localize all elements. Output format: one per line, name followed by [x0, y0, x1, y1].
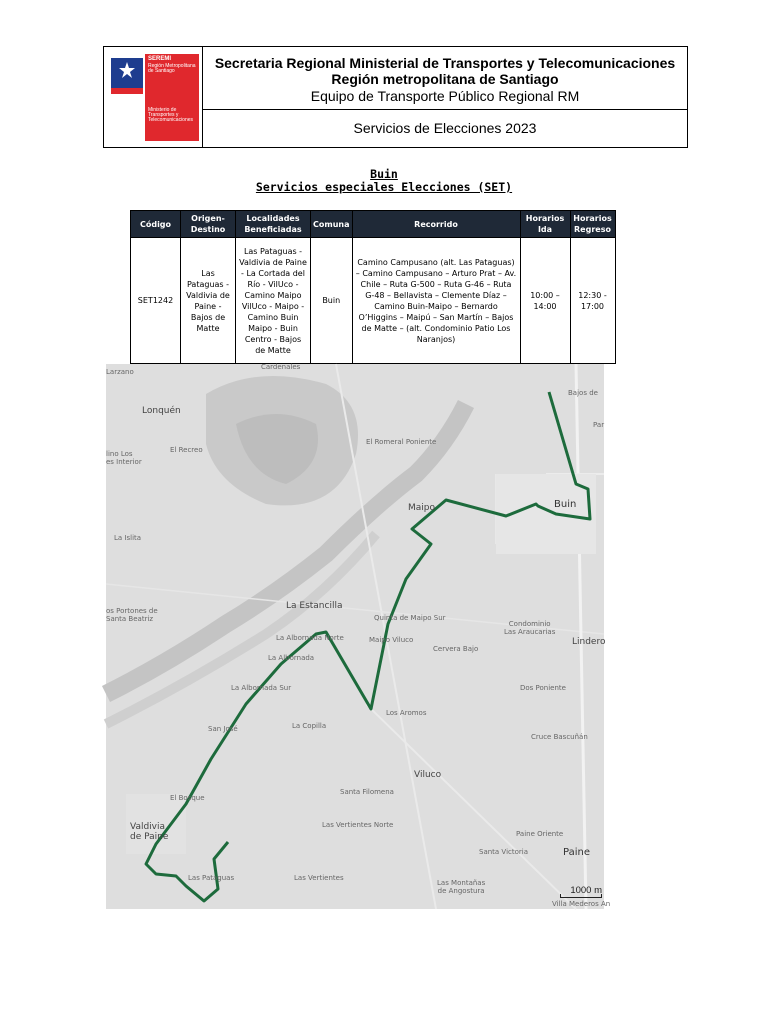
cell-codigo: SET1242	[131, 238, 181, 364]
logo-ministry: Ministerio de Transportes y Telecomunicaciones	[148, 107, 194, 123]
map-scale-bar	[560, 894, 602, 898]
cell-comuna: Buin	[311, 238, 353, 364]
col-recorrido: Recorrido	[352, 211, 520, 238]
map-label-la-islita: La Islita	[114, 534, 142, 542]
map-label-vertientes-norte: Las Vertientes Norte	[322, 821, 394, 829]
header-title-cell	[203, 47, 687, 110]
logo-subtitle: Región Metropolitana de Santiago	[148, 63, 196, 74]
map-label-viluco: Viluco	[414, 770, 442, 780]
col-codigo: Código	[131, 211, 181, 238]
document-subtitle: Servicios especiales Elecciones (SET)	[255, 180, 513, 194]
map-label-valdivia: Valdivia de Paine	[130, 822, 169, 842]
col-comuna: Comuna	[311, 211, 353, 238]
map-label-copilla: La Copilla	[292, 722, 327, 730]
map-label-paine: Paine	[563, 847, 590, 858]
map-label-maipo: Maipo	[408, 503, 435, 513]
header-line-3: Equipo de Transporte Público Regional RM	[310, 88, 580, 104]
cell-origen-destino: Las Pataguas - Valdivia de Paine - Bajos de Matte	[181, 238, 236, 364]
map-scale-label: 1000 m	[570, 885, 602, 896]
map-label-cervera: Cervera Bajo	[433, 645, 479, 653]
header-line-2: Región metropolitana de Santiago	[331, 71, 559, 87]
map-label-santa-filomena: Santa Filomena	[340, 788, 394, 796]
map-label-lonquen: Lonquén	[142, 406, 181, 416]
map-label-romeral: El Romeral Poniente	[366, 438, 437, 446]
map-label-estancilla: La Estancilla	[286, 601, 343, 611]
map-label-dos-poniente: Dos Poniente	[520, 684, 566, 692]
map-label-condominio: Condominio Las Araucarias	[504, 620, 556, 636]
cell-horario-regreso: 12:30 - 17:00	[570, 238, 615, 364]
map-label-par: Par	[593, 421, 605, 429]
map-label-lindero: Lindero	[572, 637, 606, 647]
header-line-1: Secretaria Regional Ministerial de Transportes y Telecomunicaciones	[214, 55, 676, 71]
map-label-buin: Buin	[554, 499, 577, 510]
map-label-larzano: Larzano	[106, 368, 134, 376]
col-horario-regreso: Horarios Regreso	[570, 211, 615, 238]
services-table	[130, 210, 616, 364]
map-label-albornada-sur: La Albornada Sur	[231, 684, 292, 692]
map-label-cardenales: Cardenales	[261, 363, 301, 371]
map-label-el-bosque: El Bosque	[170, 794, 205, 802]
map-label-aromos: Los Aromos	[386, 709, 427, 717]
table-header-row	[131, 211, 616, 238]
map-label-las-pataguas: Las Pataguas	[188, 874, 235, 882]
header-subtitle: Servicios de Elecciones 2023	[353, 120, 537, 136]
table-row	[131, 238, 616, 364]
map-label-albornada: La Albornada	[268, 654, 315, 662]
map-label-villa: Villa Mederos An	[552, 900, 611, 908]
seremi-logo	[104, 47, 203, 147]
map-label-albornada-norte: La Albornada Norte	[276, 634, 344, 642]
map-label-portones: os Portones de Santa Beatriz	[106, 607, 158, 623]
logo-title: SEREMI	[148, 56, 172, 62]
map-label-san-jose: San José	[208, 725, 238, 733]
map-label-quinta: Quinta de Maipo Sur	[374, 614, 446, 622]
cell-horario-ida: 10:00 – 14:00	[520, 238, 570, 364]
cell-localidades: Las Pataguas - Valdivia de Paine - La Cortada del Río - VilUco - Camino Maipo VilUco - Maipo - Camino Buin Maipo - Buin Centro - Bajos de Matte	[236, 238, 311, 364]
map-label-lino-interior: lino Los es Interior	[106, 450, 142, 466]
map-label-santa-victoria: Santa Victoria	[479, 848, 528, 856]
document-header	[103, 46, 688, 148]
document-title: Buin	[370, 167, 398, 181]
cell-recorrido: Camino Campusano (alt. Las Pataguas) – Camino Campusano – Arturo Prat – Av. Chile – Ruta G-500 – Ruta G-46 – Ruta G-48 – Bellavista – Clemente Díaz – Camino Buin-Maipo – Bernardo O’Higgins – Maipú – San Martín – Bajos de Matte – (alt. Condominio Patio Los Naranjos)	[352, 238, 520, 364]
col-origen-destino: Origen-Destino	[181, 211, 236, 238]
col-horario-ida: Horarios Ida	[520, 211, 570, 238]
map-label-paine-oriente: Paine Oriente	[516, 830, 564, 838]
map-label-cruce: Cruce Bascuñán	[531, 733, 588, 741]
route-map	[106, 363, 611, 909]
map-label-el-recreo: El Recreo	[170, 446, 203, 454]
map-label-bajos: Bajos de	[568, 389, 598, 397]
col-localidades: Localidades Beneficiadas	[236, 211, 311, 238]
map-label-las-vertientes: Las Vertientes	[294, 874, 344, 882]
map-label-montanas: Las Montañas de Angostura	[437, 879, 486, 895]
map-label-maipo-viluco: Maipo Viluco	[369, 636, 414, 644]
